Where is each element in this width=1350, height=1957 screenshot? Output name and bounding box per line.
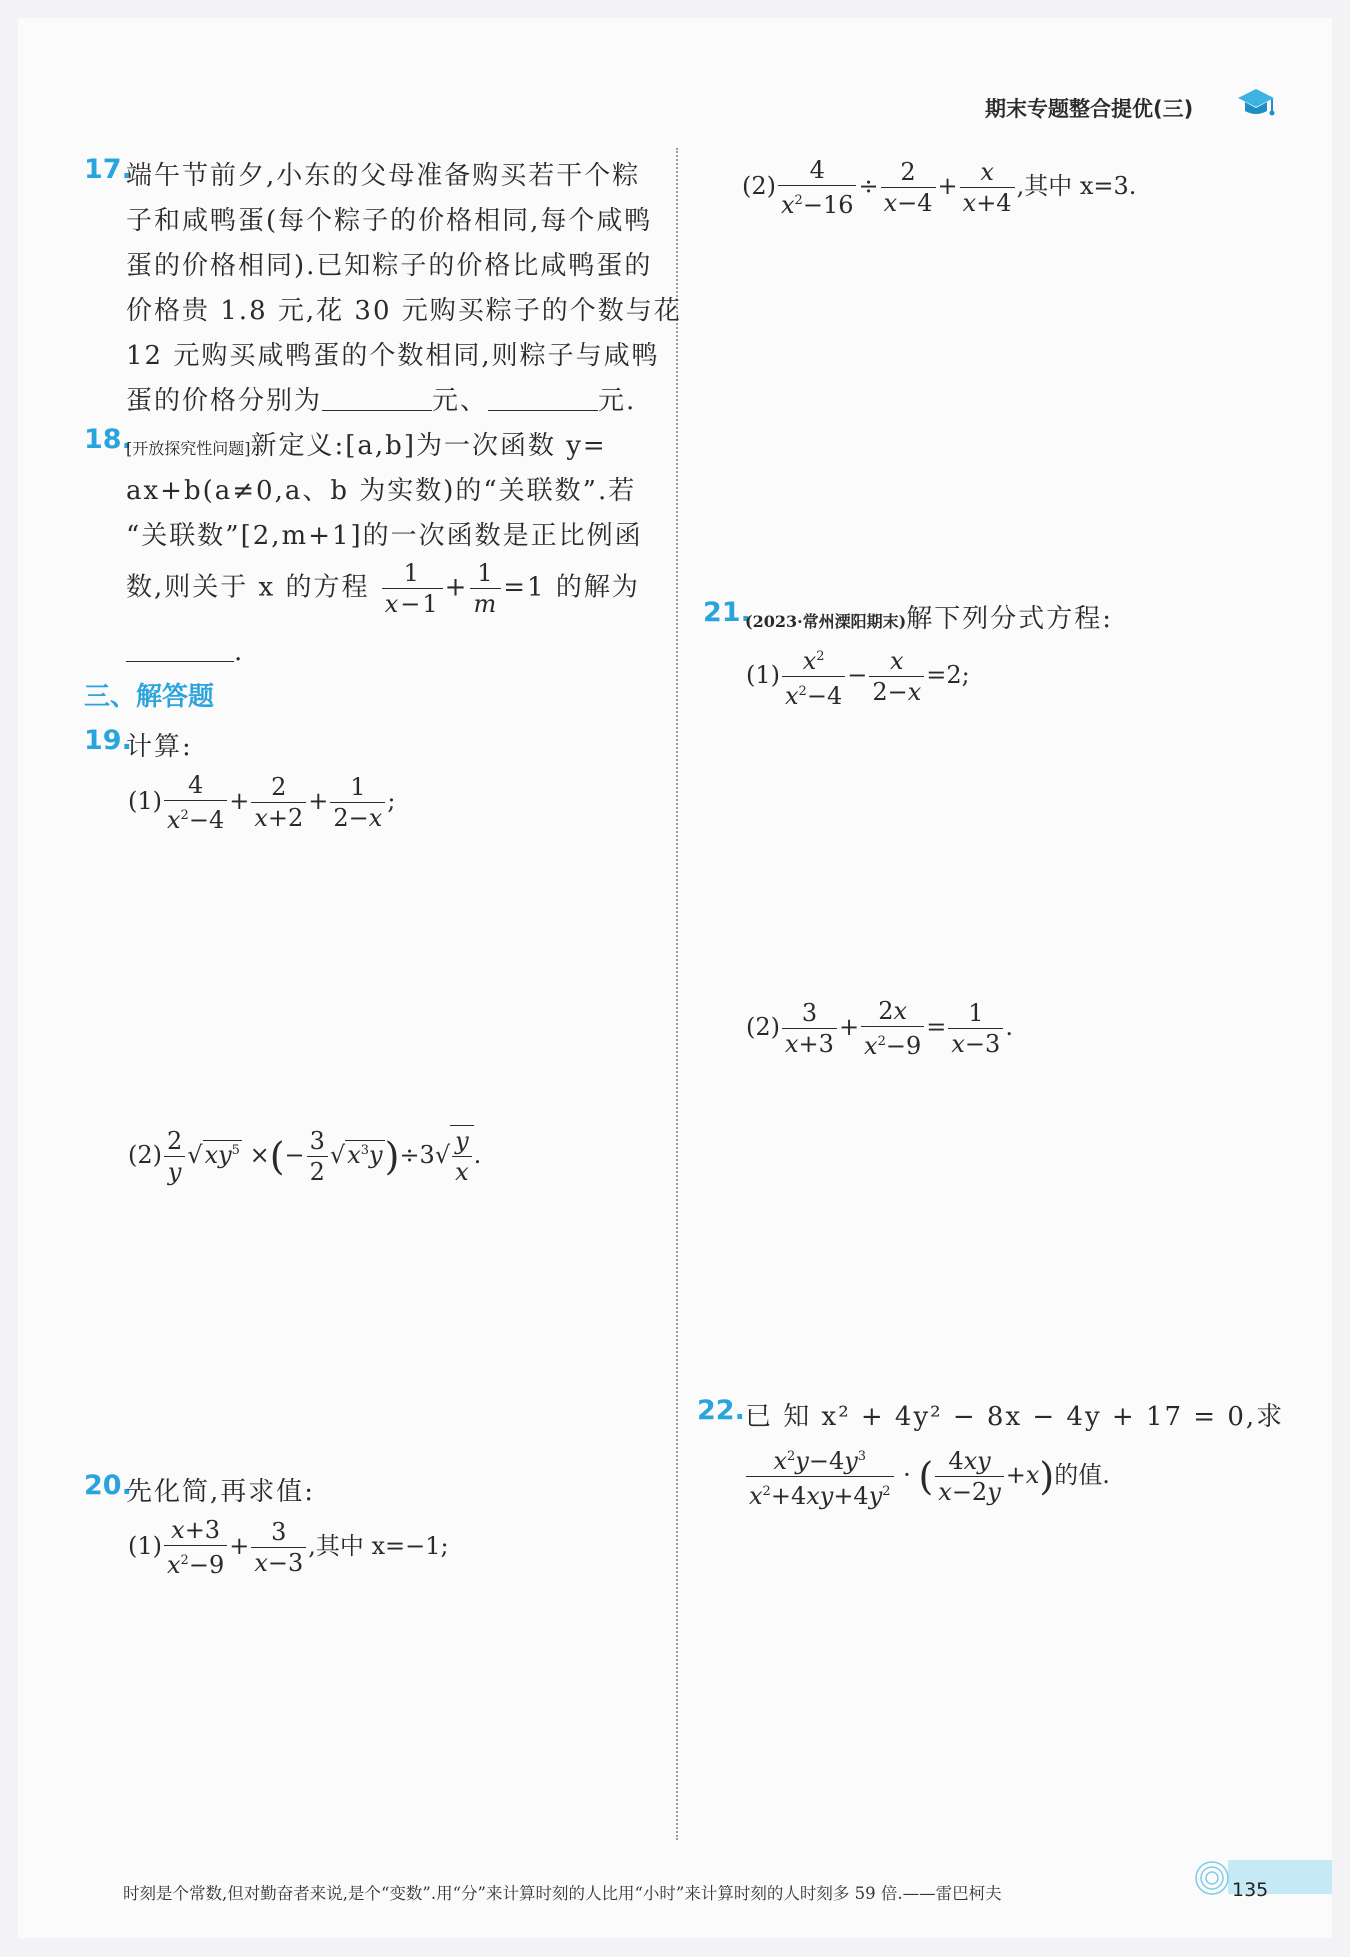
q17-line-5: 12 元购买咸鸭蛋的个数相同,则粽子与咸鸭 (126, 341, 660, 371)
q20-expression-1: (1) $\frac{x+3}{x^2-9}$ + $\frac{3}{x-3}$ ,其中 x=−1; (128, 1516, 449, 1579)
q17-line-2: 子和咸鸭蛋(每个粽子的价格相同,每个咸鸭 (126, 206, 653, 236)
q20-title: 先化简,再求值: (126, 1477, 316, 1507)
q20-expression-2: (2) $\frac{4}{x^2-16}$ ÷ $\frac{2}{x-4}$ + $\frac{x}{x+4}$ ,其中 x=3. (742, 156, 1137, 219)
q21-expression-1: (1) $\frac{x^2}{x^2-4}$ − $\frac{x}{2-x}$ =2; (746, 642, 970, 711)
q18-line-1-text: 新定义:[a,b]为一次函数 y= (250, 431, 607, 461)
q19-expression-1: (1) $\frac{4}{x^2-4}$ + $\frac{2}{x+2}$ + $\frac{1}{2-x}$ ; (128, 771, 396, 834)
footer-quote: 时刻是个常数,但对勤奋者来说,是个“变数”.用“分”来计算时刻的人比用“小时”来计算时刻的人时刻多 59 倍.——雷巴柯夫 (123, 1884, 1002, 1903)
q18-line-4: 数,则关于 x 的方程 $\frac{1}{x-1}$ + $\frac{1}{m}$ =1 的解为 (126, 559, 640, 618)
q17-line-4: 价格贵 1.8 元,花 30 元购买粽子的个数与花 (126, 296, 682, 326)
q17-line-3: 蛋的价格相同).已知粽子的价格比咸鸭蛋的 (126, 251, 653, 281)
q21-part-2-label: (2) (746, 1013, 780, 1041)
q18-line-2: ax+b(a≠0,a、b 为实数)的“关联数”.若 (126, 476, 637, 506)
page-number: 135 (1232, 1879, 1269, 1901)
q17-last-prefix: 蛋的价格分别为 (126, 386, 323, 416)
q22-expression: $\frac{x^2y-4y^3}{x^2+4xy+4y^2}$ · ( $\frac{4xy}{x-2y}$ +x)的值. (744, 1442, 1110, 1511)
q21-expression-2: (2) $\frac{3}{x+3}$ + $\frac{2x}{x^2-9}$ = $\frac{1}{x-3}$ . (746, 997, 1013, 1060)
q17-number: 17. (84, 154, 132, 185)
q22-suffix: 的值. (1054, 1461, 1110, 1489)
q17-unit-1: 元、 (432, 386, 489, 416)
spiral-icon (1194, 1860, 1230, 1896)
q21-tag: (2023·常州溧阳期末) (745, 612, 907, 631)
q21-number: 21. (703, 597, 751, 628)
q18-line-5 (126, 635, 244, 667)
q18-number: 18. (84, 424, 132, 455)
header-title: 期末专题整合提优(三) (985, 97, 1194, 121)
fraction: $\frac{1}{m}$ (470, 558, 501, 619)
fraction: $\frac{1}{x-1}$ (382, 558, 443, 619)
q19-part-2-label: (2) (128, 1141, 162, 1169)
q18-line-1 (126, 425, 607, 462)
q19-number: 19. (84, 725, 132, 756)
column-divider (676, 148, 678, 1840)
q20-number: 20. (84, 1470, 132, 1501)
q18-tag: [开放探究性问题] (126, 439, 251, 458)
q19-title: 计算: (126, 732, 193, 762)
q20-part-2-label: (2) (742, 172, 776, 200)
q21-line-1 (745, 598, 1113, 635)
q17-answer-blank-1[interactable] (322, 384, 432, 411)
q18-line-3: “关联数”[2,m+1]的一次函数是正比例函 (126, 521, 643, 551)
q17-unit-2: 元. (598, 386, 637, 416)
q20-part-2-condition: ,其中 x=3. (1016, 172, 1137, 200)
graduation-cap-icon (1236, 86, 1276, 120)
q21-title: 解下列分式方程: (906, 604, 1114, 634)
q17-answer-blank-2[interactable] (488, 384, 598, 411)
q20-part-1-label: (1) (128, 1532, 162, 1560)
q18-line-4-suffix: =1 的解为 (503, 572, 640, 603)
q22-line-1: 已 知 x² + 4y² − 8x − 4y + 17 = 0,求 (745, 1402, 1285, 1432)
q19-part-1-label: (1) (128, 787, 162, 815)
q18-end: . (234, 637, 245, 667)
q17-line-6 (126, 380, 636, 417)
q21-part-1-label: (1) (746, 661, 780, 689)
q18-answer-blank[interactable] (126, 635, 234, 662)
q19-expression-2: (2) $\frac{2}{y}$ $√xy^5$ ×(− $\frac{3}{2}$ $√x^3y)\div 3√$ $\frac{y}{x}$ . (128, 1127, 482, 1186)
q17-line-1: 端午节前夕,小东的父母准备购买若干个粽 (126, 161, 641, 191)
q18-line-4-prefix: 数,则关于 x 的方程 (126, 572, 370, 603)
q22-number: 22. (697, 1395, 745, 1426)
section-heading: 三、解答题 (84, 682, 215, 712)
q20-part-1-condition: ,其中 x=−1; (308, 1532, 449, 1560)
